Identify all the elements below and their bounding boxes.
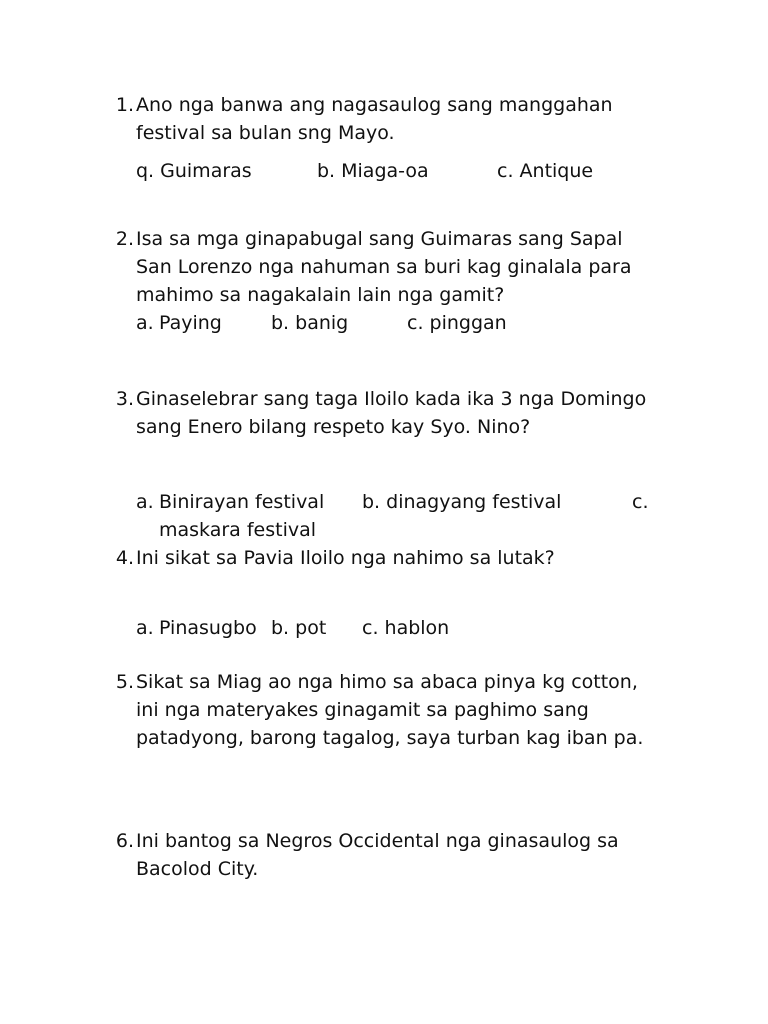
question-3-choice-b: b. dinagyang festival: [362, 491, 562, 513]
question-4-text-line-1: Ini sikat sa Pavia Iloilo nga nahimo sa lutak?: [136, 547, 555, 569]
question-6-text-line-2: Bacolod City.: [136, 858, 259, 880]
question-6-number: 6.: [115, 830, 134, 852]
question-3-number: 3.: [115, 388, 134, 410]
question-2-choice-a: Paying: [159, 312, 222, 334]
question-1-text-line-1: Ano nga banwa ang nagasaulog sang manggahan: [136, 94, 613, 116]
question-1-number: 1.: [115, 94, 134, 116]
question-1-choice-a: q. Guimaras: [136, 160, 252, 182]
question-6-text-line-1: Ini bantog sa Negros Occidental nga ginasaulog sa: [136, 830, 619, 852]
question-2-choice-a-marker: a.: [136, 312, 154, 334]
question-4-choice-b: b. pot: [271, 617, 327, 639]
question-3-choice-c: maskara festival: [159, 519, 317, 541]
question-4-choice-a: Pinasugbo: [159, 617, 257, 639]
question-5-text-line-1: Sikat sa Miag ao nga himo sa abaca pinya kg cotton,: [136, 671, 638, 693]
question-5-number: 5.: [115, 671, 134, 693]
question-2-text-line-1: Isa sa mga ginapabugal sang Guimaras sang Sapal: [136, 228, 623, 250]
question-2-choice-c: c. pinggan: [407, 312, 507, 334]
question-3-choice-a: Binirayan festival: [159, 491, 325, 513]
question-2-text-line-3: mahimo sa nagakalain lain nga gamit?: [136, 284, 505, 306]
question-3-choice-a-marker: a.: [136, 491, 154, 513]
question-3-text-line-2: sang Enero bilang respeto kay Syo. Nino?: [136, 416, 531, 438]
question-4-number: 4.: [115, 547, 134, 569]
question-1-choice-c: c. Antique: [497, 160, 594, 182]
question-1-text-line-2: festival sa bulan sng Mayo.: [136, 122, 395, 144]
question-3-choice-c-marker: c.: [632, 491, 649, 513]
question-1-choice-b: b. Miaga-oa: [317, 160, 429, 182]
question-5-text-line-2: ini nga materyakes ginagamit sa paghimo sang: [136, 699, 589, 721]
question-4-choice-a-marker: a.: [136, 617, 154, 639]
question-5-text-line-3: patadyong, barong tagalog, saya turban kag iban pa.: [136, 727, 644, 749]
question-2-choice-b: b. banig: [271, 312, 349, 334]
question-2-number: 2.: [115, 228, 134, 250]
question-3-text-line-1: Ginaselebrar sang taga Iloilo kada ika 3 nga Domingo: [136, 388, 647, 410]
question-2-text-line-2: San Lorenzo nga nahuman sa buri kag ginalala para: [136, 256, 632, 278]
question-4-choice-c: c. hablon: [362, 617, 450, 639]
